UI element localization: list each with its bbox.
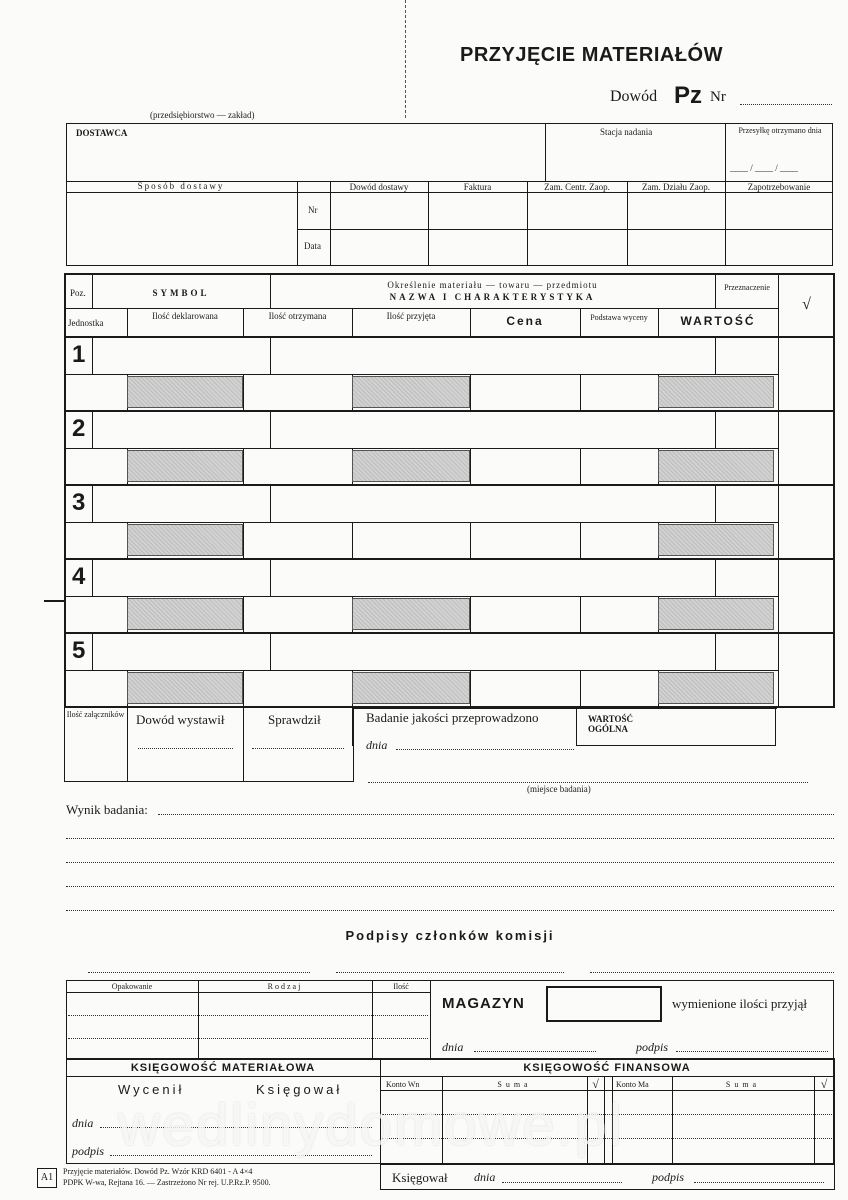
podpis-1[interactable] [88,972,310,973]
wycenil-label: Wycenił [118,1082,185,1097]
przeznaczenie-label: Przeznaczenie [724,283,770,292]
ksieg-fin-dnia: dnia [474,1170,496,1184]
suma-ma-label: Suma [725,1080,761,1089]
margin-mark [44,600,64,602]
miejsce-field[interactable] [368,782,808,783]
footer-line-1: Przyjęcie materiałów. Dowód Pz. Wzór KRD 6401 - A 4×4 [63,1167,253,1176]
row-number: 1 [72,341,86,368]
suma-wn-label: Suma [497,1080,532,1089]
ksieg-fin-ksiegowal: Księgował [392,1170,448,1185]
magazyn-dnia-label: dnia [442,1040,464,1054]
badanie-label: Badanie jakości przeprowadzono [366,710,539,725]
dowod-wystawil-field[interactable] [138,748,233,749]
wartosc-ogolna-label: WARTOŚĆ OGÓLNA [588,714,634,734]
form-badge: A1 [37,1168,57,1188]
sposob-label: Sposób dostawy [137,181,225,191]
wymienione-label: wymienione ilości przyjął [672,996,808,1011]
wynik-line-5[interactable] [66,910,834,911]
wynik-line-4[interactable] [66,886,834,887]
shaded-cell-ilosc-dekl [127,450,243,482]
sprawdzil-field[interactable] [252,748,344,749]
ilosc-otrz-label: Ilość otrzymana [268,311,327,321]
col-zapotrzebowanie: Zapotrzebowanie [747,182,811,192]
stacja-label: Stacja nadania [600,127,653,137]
shaded-cell-ilosc-dekl [127,524,243,556]
wynik-line-1[interactable] [158,814,834,815]
cena-label: Cena [506,314,544,328]
doc-code: Pz [674,82,703,109]
ilosc-zal-label: Ilość załączników [66,710,125,719]
doc-number-field[interactable] [740,104,832,105]
shaded-cell-ilosc-przyj [352,672,470,704]
shaded-cell-ilosc-dekl [127,598,243,630]
items-table [64,273,835,708]
shaded-cell-wartosc [658,672,774,704]
shaded-cell-wartosc [658,450,774,482]
nr-label: Nr [710,89,726,105]
ksieg-fin-podpis: podpis [652,1170,685,1184]
footer-line-2: PDPK W-wa, Rejtana 16. — Zastrzeżono Nr rej. U.P.Rz.P. 9500. [63,1178,271,1187]
row-number: 5 [72,637,86,664]
col-zam-centr: Zam. Centr. Zaop. [544,182,610,192]
wynik-line-2[interactable] [66,838,834,839]
magazyn-dnia-field[interactable] [474,1051,596,1052]
dostawca-label: DOSTAWCA [76,128,128,138]
magazyn-podpis-label: podpis [636,1040,669,1054]
col-faktura: Faktura [463,182,492,192]
przesylke-label: Przesyłkę otrzymano dnia [738,126,822,135]
doc-label: Dowód [610,88,658,105]
wartosc-label: WARTOŚĆ [680,314,756,328]
ksiegowal-mat-label: Księgował [256,1082,343,1097]
podstawa-label: Podstawa wyceny [590,313,648,322]
wynik-line-3[interactable] [66,862,834,863]
shaded-cell-ilosc-przyj [352,598,470,630]
col-zam-dzialu: Zam. Działu Zaop. [642,182,710,192]
podpis-2[interactable] [336,972,564,973]
miejsce-label: (miejsce badania) [527,784,591,794]
opakowanie-label: Opakowanie [111,982,153,991]
badanie-dnia-field[interactable] [396,749,574,750]
supplier-table [66,123,833,266]
nazwa-label: NAZWA I CHARAKTERYSTYKA [389,292,596,302]
jednostka-label: Jednostka [68,318,104,328]
ksieg-mat-podpis: podpis [72,1144,105,1158]
poz-label: Poz. [70,288,86,298]
nr-row-label: Nr [308,205,318,215]
badanie-dnia-label: dnia [366,738,388,752]
shaded-cell-ilosc-dekl [127,376,243,408]
magazyn-label: MAGAZYN [442,995,525,1012]
magazyn-podpis-field[interactable] [676,1051,828,1052]
check-header: √ [802,296,811,313]
shaded-cell-ilosc-przyj [352,450,470,482]
ksieg-fin-title: KSIĘGOWOŚĆ FINANSOWA [523,1062,691,1074]
header-divider [405,0,406,118]
konto-ma-label: Konto Ma [616,1080,649,1089]
ksieg-fin-dnia-field[interactable] [502,1182,622,1183]
shaded-cell-ilosc-dekl [127,672,243,704]
row-number: 4 [72,563,86,590]
check-ma: √ [820,1077,828,1091]
shaded-cell-wartosc [658,598,774,630]
shaded-cell-wartosc [658,376,774,408]
wynik-label: Wynik badania: [66,802,148,817]
ksieg-mat-title: KSIĘGOWOŚĆ MATERIAŁOWA [130,1062,316,1074]
okreslenie-label: Określenie materiału — towaru — przedmiotu [387,280,598,290]
ilosc-label: Ilość [393,982,409,991]
page-title: PRZYJĘCIE MATERIAŁÓW [460,44,723,66]
enterprise-label: (przedsiębiorstwo — zakład) [150,110,255,120]
check-wn: √ [592,1077,599,1091]
ilosc-dekl-label: Ilość deklarowana [152,311,218,321]
ilosc-przyj-label: Ilość przyjęta [386,311,436,321]
sprawdzil-label: Sprawdził [268,712,321,727]
shaded-cell-wartosc [658,524,774,556]
ksieg-mat-dnia: dnia [72,1116,94,1130]
row-number: 2 [72,415,86,442]
ksieg-fin-podpis-field[interactable] [694,1182,824,1183]
podpis-3[interactable] [590,972,834,973]
watermark: wedlinydomowe.pl [118,1093,624,1158]
konto-wn-label: Konto Wn [386,1080,420,1089]
shaded-cell-ilosc-przyj [352,376,470,408]
magazyn-number-box[interactable] [546,986,662,1022]
podpisy-label: Podpisy członków komisji [345,928,555,943]
symbol-label: SYMBOL [152,288,210,298]
row-number: 3 [72,489,86,516]
data-row-label: Data [304,241,321,251]
rodzaj-label: Rodzaj [267,982,303,991]
przesylke-date[interactable]: ____ / ____ / ____ [730,163,799,173]
dowod-wystawil-label: Dowód wystawił [136,712,225,727]
col-dowod-dostawy: Dowód dostawy [349,182,409,192]
